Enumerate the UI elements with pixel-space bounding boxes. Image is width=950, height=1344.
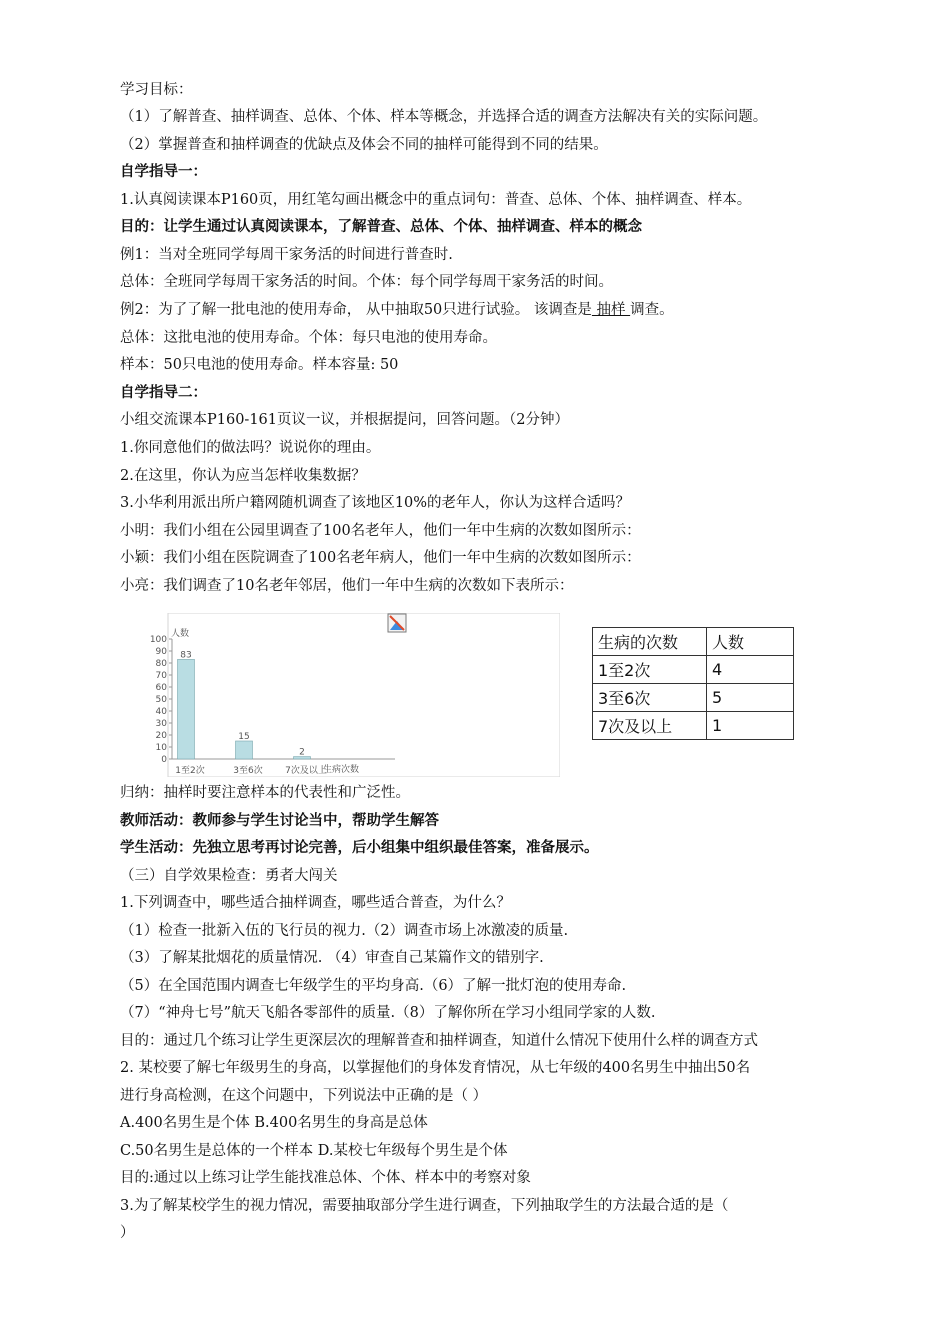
y-tick-label: 70 <box>155 671 167 681</box>
chart-frame <box>168 613 560 777</box>
table-cell: 1 <box>707 712 794 740</box>
xiaoliang-statement: 小亮：我们调查了10名老年邻居，他们一年中生病的次数如下表所示： <box>120 578 574 594</box>
section-title-guide-2: 自学指导二： <box>120 385 207 401</box>
exercise-2-purpose: 目的:通过以上练习让学生能找准总体、个体、样本中的考察对象 <box>120 1170 531 1186</box>
exercise-2: 2. 某校要了解七年级男生的身高，以掌握他们的身体发育情况，从七年级的400名男生中抽出50名 <box>120 1060 751 1076</box>
exercise-1-items-4: （7）“神舟七号”航天飞船各零部件的质量.（8）了解你所在学习小组同学家的人数. <box>120 1005 656 1021</box>
question-3: 3.小华利用派出所户籍网随机调查了该地区10%的老年人，你认为这样合适吗？ <box>120 495 631 511</box>
table-header-row <box>593 628 794 656</box>
broken-image-icon <box>388 614 406 632</box>
example-2-blank-answer: 抽样 <box>591 302 631 318</box>
exercise-1-items-1: （1）检查一批新入伍的飞行员的视力.（2）调查市场上冰激凌的质量. <box>120 923 569 939</box>
exercise-3-cont: ） <box>120 1225 135 1241</box>
x-categories <box>175 764 327 776</box>
example-2-answer-2: 样本：50只电池的使用寿命。样本容量: 50 <box>120 357 399 373</box>
y-tick-label: 40 <box>155 707 167 717</box>
bar <box>236 741 253 759</box>
x-axis-label: 生病次数 <box>323 765 360 775</box>
table-cell: 5 <box>707 684 794 712</box>
x-category-label: 7次及以上 <box>285 766 327 776</box>
question-1: 1.你同意他们的做法吗？说说你的理由。 <box>120 440 381 456</box>
goal-1: （1）了解普查、抽样调查、总体、个体、样本等概念，并选择合适的调查方法解决有关的实际问题。 <box>120 109 768 125</box>
example-2-question: 例2：为了了解一批电池的使用寿命， 从中抽取50只进行试验。 该调查是 <box>120 302 592 318</box>
example-2-answer-1: 总体：这批电池的使用寿命。个体：每只电池的使用寿命。 <box>120 330 497 346</box>
question-2: 2.在这里，你认为应当怎样收集数据？ <box>120 468 366 484</box>
guide-1-purpose: 目的：让学生通过认真阅读课本，了解普查、总体、个体、抽样调查、样本的概念 <box>120 219 642 235</box>
example-1-answer: 总体：全班同学每周干家务活的时间。个体：每个同学每周干家务活的时间。 <box>120 274 613 290</box>
y-tick-label: 60 <box>155 683 167 693</box>
bar <box>178 659 195 759</box>
section-title-guide-1: 自学指导一： <box>120 164 207 180</box>
exercise-2-options-ab: A.400名男生是个体 B.400名男生的身高是总体 <box>120 1115 428 1131</box>
section-title-check: （三）自学效果检查：勇者大闯关 <box>120 868 338 884</box>
table-header-cell: 人数 <box>707 628 794 656</box>
student-activity: 学生活动：先独立思考再讨论完善，后小组集中组织最佳答案，准备展示。 <box>120 840 599 856</box>
summary: 归纳：抽样时要注意样本的代表性和广泛性。 <box>120 785 410 801</box>
table-row <box>593 712 794 740</box>
y-tick-label: 10 <box>155 743 167 753</box>
illness-bar-chart <box>140 613 560 777</box>
y-tick-label: 80 <box>155 659 167 669</box>
xiaoying-statement: 小颖：我们小组在医院调查了100名老年病人，他们一年中生病的次数如图所示： <box>120 550 641 566</box>
illness-count-table <box>592 627 794 740</box>
y-axis-label: 人数 <box>171 629 190 639</box>
y-tick-label: 100 <box>149 635 167 645</box>
bar-value-label: 15 <box>238 732 250 742</box>
exercise-1-purpose: 目的：通过几个练习让学生更深层次的理解普查和抽样调查，知道什么情况下使用什么样的调查方式 <box>120 1033 758 1049</box>
teacher-activity: 教师活动：教师参与学生讨论当中，帮助学生解答 <box>120 813 439 829</box>
table-cell: 1至2次 <box>593 656 707 684</box>
exercise-2-options-cd: C.50名男生是总体的一个样本 D.某校七年级每个男生是个体 <box>120 1143 508 1159</box>
example-2-tail: 调查。 <box>630 302 674 318</box>
example-2 <box>120 300 674 320</box>
table-cell: 3至6次 <box>593 684 707 712</box>
goal-2: （2）掌握普查和抽样调查的优缺点及体会不同的抽样可能得到不同的结果。 <box>120 137 608 153</box>
table-cell: 4 <box>707 656 794 684</box>
y-tick-label: 50 <box>155 695 167 705</box>
xiaoming-statement: 小明：我们小组在公园里调查了100名老年人，他们一年中生病的次数如图所示： <box>120 523 641 539</box>
exercise-3: 3.为了解某校学生的视力情况，需要抽取部分学生进行调查，下列抽取学生的方法最合适的是（ <box>120 1198 729 1214</box>
y-tick-label: 30 <box>155 719 167 729</box>
exercise-1-items-2: （3）了解某批烟花的质量情况. （4）审查自己某篇作文的错别字. <box>120 950 544 966</box>
table-row <box>593 656 794 684</box>
exercise-1-items-3: （5）在全国范围内调查七年级学生的平均身高.（6）了解一批灯泡的使用寿命. <box>120 978 627 994</box>
table-cell: 7次及以上 <box>593 712 707 740</box>
section-title-goals: 学习目标： <box>120 82 193 98</box>
y-ticks <box>150 635 172 765</box>
table-header-cell: 生病的次数 <box>593 628 707 656</box>
exercise-1: 1.下列调查中，哪些适合抽样调查，哪些适合普查，为什么？ <box>120 895 511 911</box>
x-category-label: 3至6次 <box>233 766 263 776</box>
exercise-2-cont: 进行身高检测，在这个问题中，下列说法中正确的是（ ） <box>120 1088 488 1104</box>
bar-value-label: 83 <box>180 650 192 661</box>
bars <box>178 650 311 759</box>
y-tick-label: 20 <box>155 731 167 741</box>
y-tick-label: 0 <box>161 755 167 765</box>
chart-svg <box>140 613 560 777</box>
example-1: 例1：当对全班同学每周干家务活的时间进行普查时. <box>120 247 453 263</box>
x-category-label: 1至2次 <box>175 766 205 776</box>
y-tick-label: 90 <box>155 647 167 657</box>
table-row <box>593 684 794 712</box>
guide-2-task: 小组交流课本P160-161页议一议，并根据提问，回答问题。（2分钟） <box>120 412 569 428</box>
bar-value-label: 2 <box>299 747 305 758</box>
guide-1-task: 1.认真阅读课本P160页，用红笔勾画出概念中的重点词句：普查、总体、个体、抽样调查、样本。 <box>120 192 752 208</box>
